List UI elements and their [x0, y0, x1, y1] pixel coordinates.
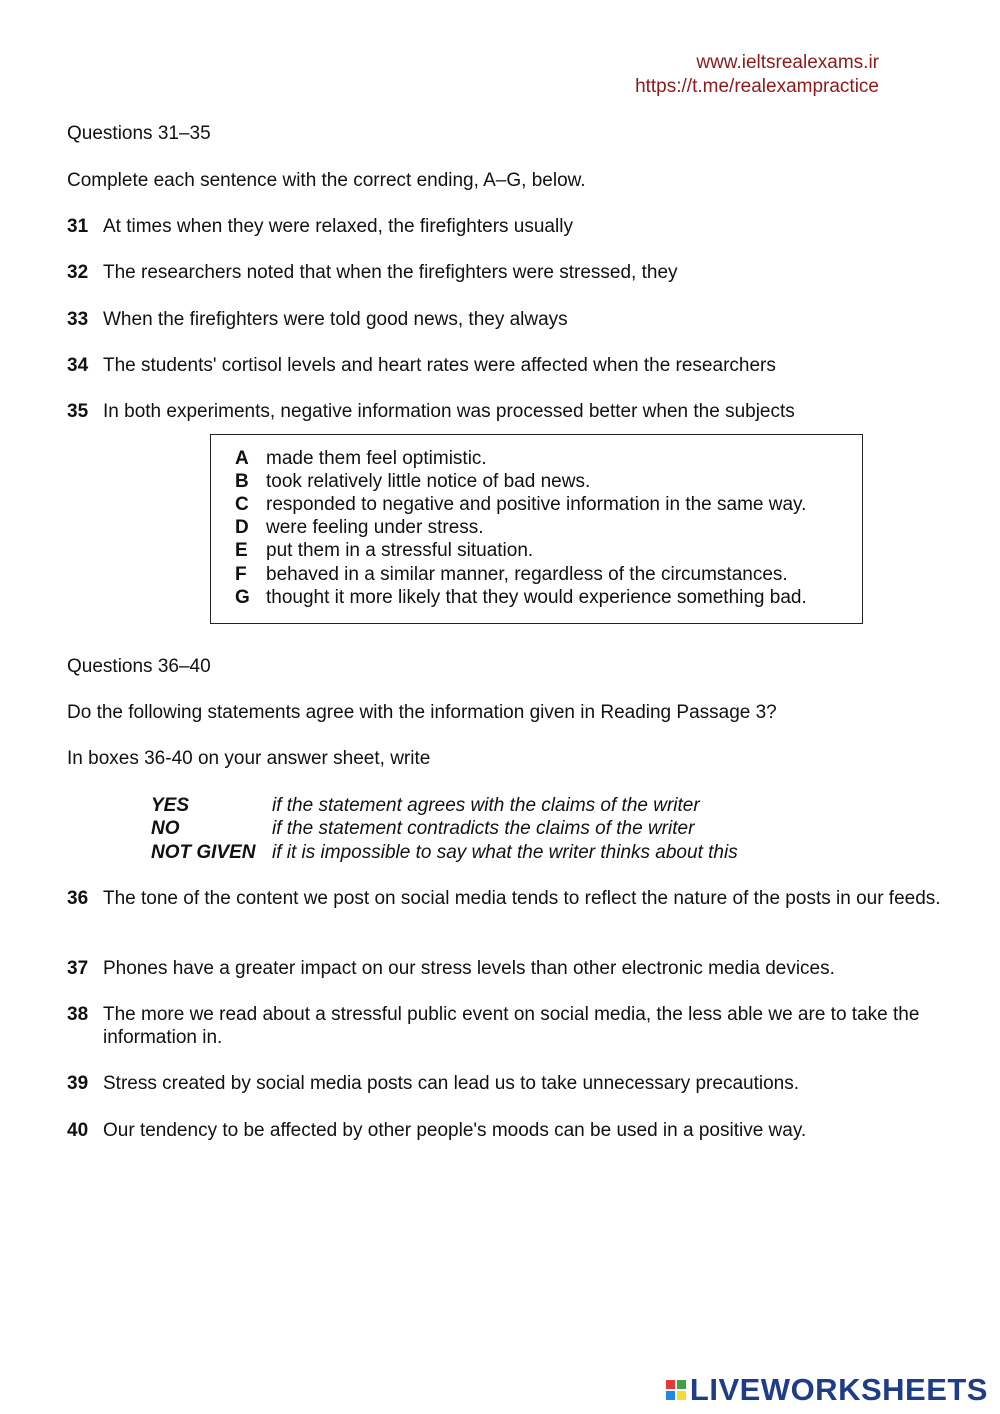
- option-letter: F: [235, 564, 247, 585]
- option-text: put them in a stressful situation.: [266, 540, 534, 561]
- question-number: 33: [67, 309, 89, 330]
- liveworksheets-brand[interactable]: [666, 1372, 988, 1408]
- logo-square: [666, 1380, 675, 1389]
- section2-instruction: Do the following statements agree with the information given in Reading Passage 3?: [67, 702, 777, 723]
- option-text: took relatively little notice of bad news.: [266, 471, 591, 492]
- question-number: 31: [67, 216, 89, 237]
- question-number: 40: [67, 1120, 89, 1141]
- option-a: [235, 447, 487, 470]
- section2-heading: Questions 36–40: [67, 656, 211, 677]
- question-38: [67, 1003, 947, 1049]
- logo-square: [677, 1391, 686, 1400]
- question-text: Our tendency to be affected by other people's moods can be used in a positive way.: [103, 1120, 807, 1141]
- question-36: [67, 887, 947, 910]
- key-term: NO: [151, 818, 180, 839]
- option-letter: C: [235, 494, 249, 515]
- liveworksheets-wordmark: LIVEWORKSHEETS: [689, 1372, 988, 1407]
- key-term: YES: [151, 795, 190, 816]
- question-number: 37: [67, 958, 89, 979]
- question-35: [67, 400, 947, 423]
- option-text: made them feel optimistic.: [266, 448, 487, 469]
- option-b: [235, 470, 590, 493]
- question-number: 36: [67, 888, 89, 909]
- option-g: [235, 586, 807, 609]
- option-text: thought it more likely that they would experience something bad.: [266, 587, 807, 608]
- website-link[interactable]: www.ieltsrealexams.ir: [696, 52, 879, 73]
- question-text: Stress created by social media posts can lead us to take unnecessary precautions.: [103, 1073, 799, 1094]
- option-letter: D: [235, 517, 249, 538]
- option-letter: B: [235, 471, 249, 492]
- key-not-given: [151, 841, 738, 864]
- question-40: [67, 1119, 947, 1142]
- option-d: [235, 516, 484, 539]
- question-33: [67, 308, 947, 331]
- option-text: behaved in a similar manner, regardless of the circumstances.: [266, 564, 788, 585]
- question-text: The more we read about a stressful public event on social media, the less able we are to take the information in.: [103, 1004, 920, 1048]
- logo-square: [677, 1380, 686, 1389]
- question-text: The students' cortisol levels and heart rates were affected when the researchers: [103, 355, 776, 376]
- section1-heading: Questions 31–35: [67, 123, 211, 144]
- logo-square: [666, 1391, 675, 1400]
- option-text: were feeling under stress.: [266, 517, 484, 538]
- key-desc: if the statement agrees with the claims of the writer: [272, 795, 700, 816]
- key-term: NOT GIVEN: [151, 842, 256, 863]
- option-c: [235, 493, 806, 516]
- question-text: The researchers noted that when the firefighters were stressed, they: [103, 262, 678, 283]
- option-f: [235, 563, 788, 586]
- key-yes: [151, 794, 700, 817]
- question-text: Phones have a greater impact on our stress levels than other electronic media devices.: [103, 958, 835, 979]
- question-39: [67, 1072, 947, 1095]
- question-number: 38: [67, 1004, 89, 1025]
- option-letter: G: [235, 587, 250, 608]
- question-number: 32: [67, 262, 89, 283]
- question-31: [67, 215, 947, 238]
- option-letter: A: [235, 448, 249, 469]
- section2-answer-instruction: In boxes 36-40 on your answer sheet, write: [67, 748, 431, 769]
- endings-box: [210, 434, 863, 624]
- telegram-link[interactable]: https://t.me/realexampractice: [635, 76, 879, 97]
- key-desc: if it is impossible to say what the writer thinks about this: [272, 842, 738, 863]
- section1-instruction: Complete each sentence with the correct ending, A–G, below.: [67, 170, 586, 191]
- question-34: [67, 354, 947, 377]
- question-number: 35: [67, 401, 89, 422]
- question-text: When the firefighters were told good news, they always: [103, 309, 568, 330]
- option-text: responded to negative and positive information in the same way.: [266, 494, 807, 515]
- question-number: 34: [67, 355, 89, 376]
- question-37: [67, 957, 947, 980]
- question-32: [67, 261, 947, 284]
- option-e: [235, 539, 533, 562]
- key-no: [151, 817, 694, 840]
- liveworksheets-logo-icon: [666, 1380, 686, 1400]
- question-text: In both experiments, negative information was processed better when the subjects: [103, 401, 795, 422]
- option-letter: E: [235, 540, 248, 561]
- key-desc: if the statement contradicts the claims of the writer: [272, 818, 695, 839]
- question-text: At times when they were relaxed, the firefighters usually: [103, 216, 573, 237]
- question-number: 39: [67, 1073, 89, 1094]
- question-text: The tone of the content we post on social media tends to reflect the nature of the posts in our feeds.: [103, 888, 941, 909]
